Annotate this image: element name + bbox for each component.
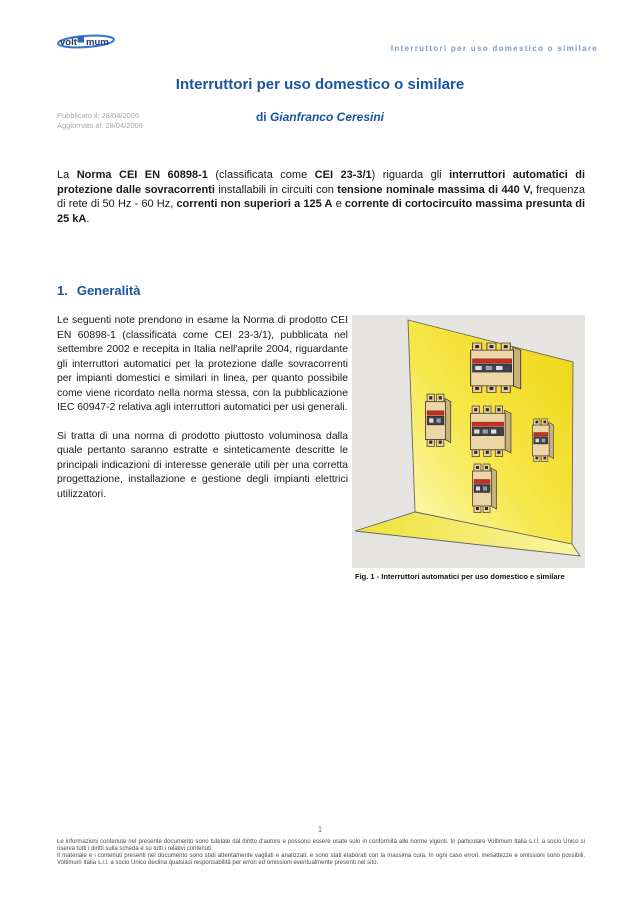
circuit-breaker-top <box>471 343 521 392</box>
footer-legal <box>57 839 585 867</box>
voltimum-logo <box>56 30 118 57</box>
page-number: 1 <box>317 825 323 834</box>
circuit-breaker-bottom <box>473 464 497 513</box>
figure-caption: Fig. 1 - Interruttori automatici per uso domestico e similare <box>355 572 565 581</box>
section-heading <box>57 283 140 298</box>
figure-1-illustration <box>352 315 585 568</box>
logo-i-square <box>78 36 85 43</box>
section-body <box>57 314 348 516</box>
logo-text-volt: volt <box>60 37 77 48</box>
circuit-breaker-right <box>532 419 553 462</box>
footer-legal-paragraph: Le informazioni contenute nel presente documento sono tutelate dal diritto d'autore e possono essere usate solo in conformità alle norme vigenti. In particolare Voltimum Italia s.r.l. a socio Unico si riserva tutti i diritti sulla scheda e su tutti i relativi contenuti. <box>57 839 585 852</box>
circuit-breaker-center <box>471 406 511 456</box>
page-title: Interruttori per uso domestico o similare <box>175 76 465 93</box>
byline-author: Gianfranco Ceresini <box>269 110 385 124</box>
section-paragraph: Si tratta di una norma di prodotto piuttosto voluminosa dalla quale pertanto saranno estratte e sinteticamente descritte le principali indicazioni di interesse generale utili per una corretta progettazione, installazione e gestione degli impianti elettrici utilizzatori. <box>57 430 348 500</box>
section-number: 1. <box>57 283 68 298</box>
intro-paragraph: La Norma CEI EN 60898-1 (classificata come CEI 23-3/1) riguarda gli interruttori automatici di protezione dalle sovracorrenti installabili in circuiti con tensione nominale massima di 440 V, frequenza di rete di 50 Hz - 60 Hz, correnti non superiori a 125 A e corrente di cortocircuito massima presunta di 25 kA. <box>57 169 586 226</box>
circuit-breakers-drawing <box>352 315 585 568</box>
byline-prefix: di <box>255 110 270 124</box>
section-title: Generalità <box>76 283 141 298</box>
footer-legal-paragraph: Il materiale e i contenuti presenti nel documento sono stati attentamente vagliati e analizzati, e sono stati elaborati con la massima cura. In ogni caso errori, inesattezze e omissioni sono possibili. Voltimum Italia s.r.l. a socio Unico declina qualsiasi responsabilità per errori ed omissioni eventualmente presenti nel sito. <box>57 853 585 866</box>
logo-text-mum: mum <box>86 37 109 48</box>
publication-dates <box>57 111 143 131</box>
updated-date: Aggiornato al: 28/04/2006 <box>57 121 143 130</box>
running-header-title: Interruttori per uso domestico o similare <box>390 44 598 53</box>
circuit-breaker-left <box>426 394 451 446</box>
voltimum-logo-graphic <box>56 30 118 52</box>
section-paragraph: Le seguenti note prendono in esame la Norma di prodotto CEI EN 60898-1 (classificata come CEI 23-3/1), pubblicata nel settembre 2002 e recepita in Italia nell'aprile 2004, riguardante gli interruttori automatici per la protezione dalle sovracorrenti per impianti domestici e similari in linea, per quanto possibile come viene ricordato nella norma stessa, con la pubblicazione IEC 60947-2 relativa agli interruttori automatici per usi generali. <box>57 315 348 413</box>
published-date: Pubblicato il: 28/04/2006 <box>57 111 140 120</box>
